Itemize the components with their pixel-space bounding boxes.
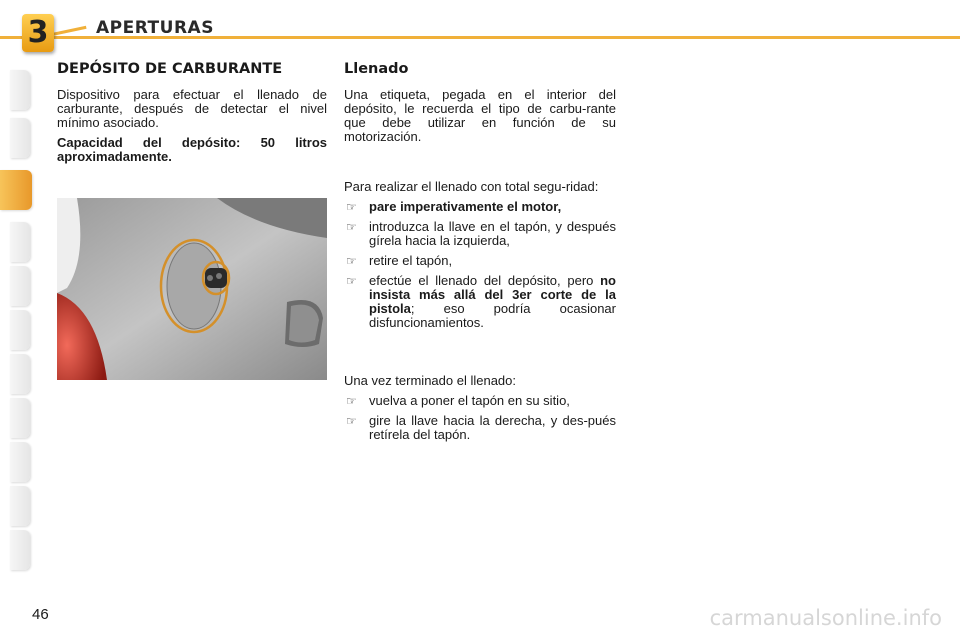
safety-intro: Para realizar el llenado con total segu-ridad:	[344, 179, 599, 194]
chapter-tab-3[interactable]	[0, 170, 32, 210]
list-item: ☞ efectúe el llenado del depósito, pero no insista más allá del 3er corte de la pistola; eso podría ocasionar disfuncionamientos.	[346, 273, 616, 330]
chapter-tab-5[interactable]	[10, 266, 30, 306]
chapter-tab-2[interactable]	[10, 118, 30, 158]
pointing-hand-icon: ☞	[346, 254, 357, 268]
list-item: ☞ pare imperativamente el motor,	[346, 199, 562, 214]
chapter-tab-4[interactable]	[10, 222, 30, 262]
safety-steps	[344, 200, 616, 330]
intro-text: Dispositivo para efectuar el llenado de carburante, después de detectar el nivel mínimo asociado.	[57, 87, 327, 130]
finish-intro: Una vez terminado el llenado:	[344, 373, 516, 388]
right-column	[344, 62, 616, 448]
chapter-tabs	[0, 66, 34, 576]
fuel-cap-photo	[57, 198, 327, 380]
pointing-hand-icon: ☞	[346, 220, 357, 234]
section-heading: DEPÓSITO DE CARBURANTE	[57, 61, 283, 77]
list-item: ☞ introduzca la llave en el tapón, y después gírela hacia la izquierda,	[346, 219, 616, 248]
watermark: carmanualsonline.info	[709, 606, 942, 630]
capacity-text: Capacidad del depósito: 50 litros aproximadamente.	[57, 135, 327, 164]
header-rule-slope	[52, 26, 87, 36]
list-item: ☞ gire la llave hacia la derecha, y des-pués retírela del tapón.	[346, 413, 616, 442]
chapter-badge: 3	[22, 14, 54, 52]
pointing-hand-icon: ☞	[346, 414, 357, 428]
chapter-tab-11[interactable]	[10, 530, 30, 570]
chapter-tab-6[interactable]	[10, 310, 30, 350]
chapter-tab-9[interactable]	[10, 442, 30, 482]
list-item: ☞ retire el tapón,	[346, 253, 453, 268]
page-number: 46	[32, 606, 49, 623]
finish-steps	[344, 394, 616, 442]
chapter-tab-8[interactable]	[10, 398, 30, 438]
chapter-title: APERTURAS	[96, 18, 214, 38]
pointing-hand-icon: ☞	[346, 394, 357, 408]
chapter-tab-7[interactable]	[10, 354, 30, 394]
page-header	[0, 0, 960, 60]
chapter-tab-1[interactable]	[10, 70, 30, 110]
pointing-hand-icon: ☞	[346, 200, 357, 214]
list-item: ☞ vuelva a poner el tapón en su sitio,	[346, 393, 570, 408]
pointing-hand-icon: ☞	[346, 274, 357, 288]
label-paragraph: Una etiqueta, pegada en el interior del depósito, le recuerda el tipo de carbu-rante que debe utilizar en función de su motorización.	[344, 87, 616, 144]
refill-heading: Llenado	[344, 61, 409, 77]
left-column	[57, 62, 327, 170]
chapter-tab-10[interactable]	[10, 486, 30, 526]
